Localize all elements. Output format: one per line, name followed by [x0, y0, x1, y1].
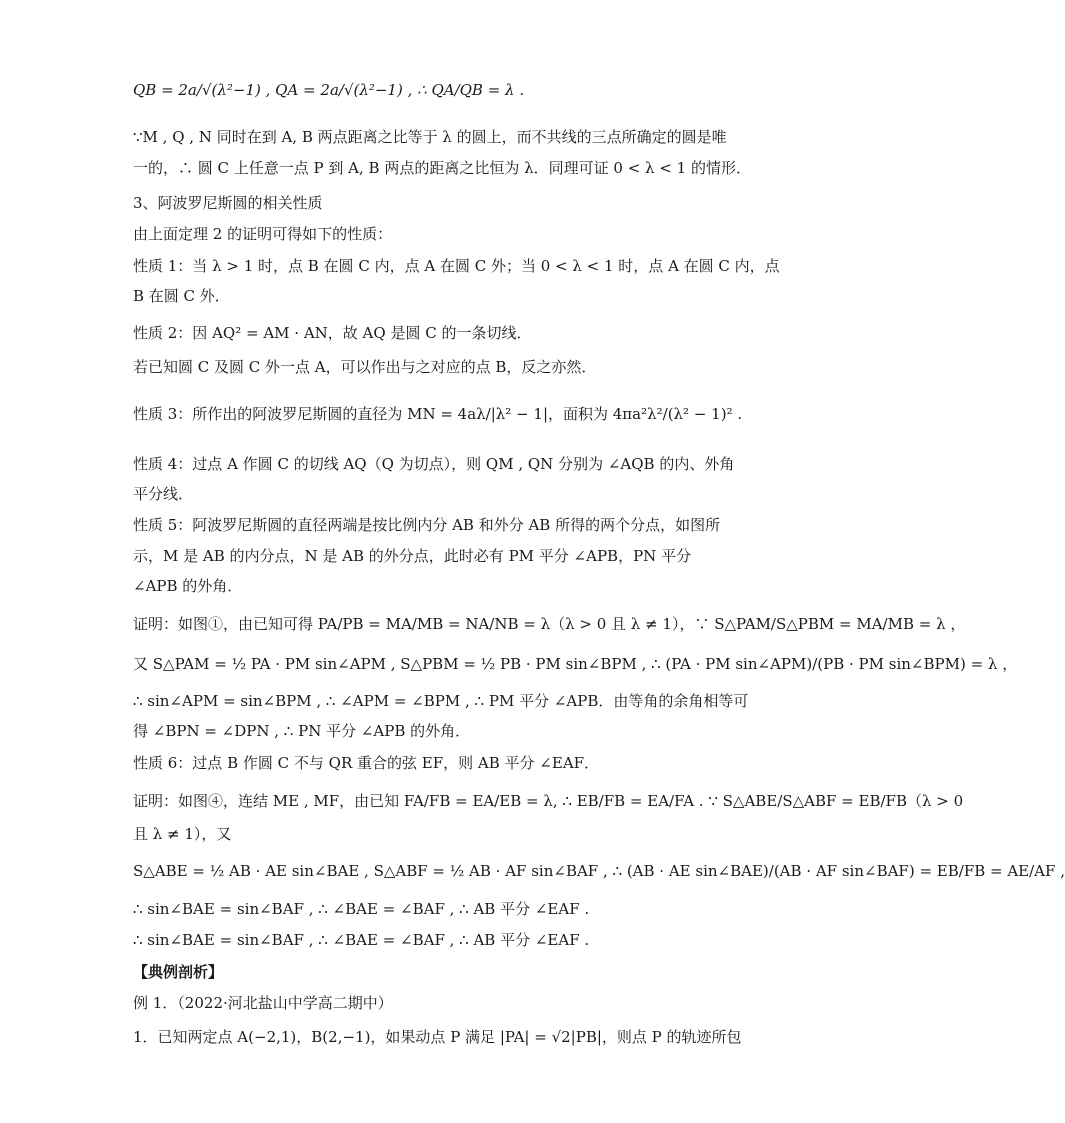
- property-5-line-3: ∠APB 的外角．: [133, 577, 243, 595]
- proof-6-line-4: ∴ sin∠BAE = sin∠BAF , ∴ ∠BAE = ∠BAF , ∴ AB 平分 ∠EAF .: [133, 900, 590, 918]
- property-2: 性质 2：因 AQ² = AM · AN，故 AQ 是圆 C 的一条切线．: [133, 324, 532, 342]
- property-4-line-1: 性质 4：过点 A 作圆 C 的切线 AQ（Q 为切点），则 QM , QN 分别为 ∠AQB 的内、外角: [133, 455, 735, 473]
- property-1-line-1: 性质 1：当 λ > 1 时，点 B 在圆 C 内，点 A 在圆 C 外；当 0 < λ < 1 时，点 A 在圆 C 内，点: [133, 257, 780, 275]
- text-line-5: 由上面定理 2 的证明可得如下的性质：: [133, 225, 393, 243]
- example-1-question: 1．已知两定点 A(−2,1)，B(2,−1)，如果动点 P 满足 |PA| = √2|PB|，则点 P 的轨迹所包: [133, 1028, 742, 1046]
- text-line-9: 若已知圆 C 及圆 C 外一点 A，可以作出与之对应的点 B，反之亦然．: [133, 358, 597, 376]
- example-1-source: 例 1．（2022·河北盐山中学高二期中）: [133, 994, 393, 1012]
- proof-6-line-1: 证明：如图④，连结 ME , MF，由已知 FA/FB = EA/EB = λ, ∴ EB/FB = EA/FA . ∵ S△ABE/S△ABF = EB/FB（λ > 0: [133, 792, 964, 810]
- proof-5-line-4: 得 ∠BPN = ∠DPN , ∴ PN 平分 ∠APB 的外角．: [133, 722, 471, 740]
- proof-5-line-1: 证明：如图①，由已知可得 PA/PB = MA/MB = NA/NB = λ（λ > 0 且 λ ≠ 1），∵ S△PAM/S△PBM = MA/MB = λ ，: [133, 615, 966, 633]
- section-heading: 3、阿波罗尼斯圆的相关性质: [133, 194, 323, 212]
- property-5-line-1: 性质 5：阿波罗尼斯圆的直径两端是按比例内分 AB 和外分 AB 所得的两个分点，如图所: [133, 516, 721, 534]
- proof-5-line-3: ∴ sin∠APM = sin∠BPM , ∴ ∠APM = ∠BPM , ∴ PM 平分 ∠APB．由等角的余角相等可: [133, 692, 749, 710]
- property-6: 性质 6：过点 B 作圆 C 不与 QR 重合的弦 EF，则 AB 平分 ∠EAF．: [133, 754, 600, 772]
- text-line-1: QB = 2a/√(λ²−1) , QA = 2a/√(λ²−1) , ∴ QA/QB = λ .: [133, 81, 525, 99]
- property-5-line-2: 示，M 是 AB 的内分点，N 是 AB 的外分点，此时必有 PM 平分 ∠APB，PN 平分: [133, 547, 692, 565]
- proof-5-line-2: 又 S△PAM = ½ PA · PM sin∠APM , S△PBM = ½ PB · PM sin∠BPM , ∴ (PA · PM sin∠APM)/(PB · PM sin∠BPM) = λ ，: [133, 655, 1018, 673]
- text-line-2: ∵M , Q , N 同时在到 A, B 两点距离之比等于 λ 的圆上，而不共线的三点所确定的圆是唯: [133, 128, 727, 146]
- proof-6-line-2: 且 λ ≠ 1），又: [133, 825, 232, 843]
- example-heading: 【典例剖析】: [133, 963, 224, 981]
- property-1-line-2: B 在圆 C 外．: [133, 287, 230, 305]
- text-line-3: 一的，∴ 圆 C 上任意一点 P 到 A, B 两点的距离之比恒为 λ．同理可证 0 < λ < 1 的情形．: [133, 159, 751, 177]
- property-4-line-2: 平分线．: [133, 485, 194, 503]
- proof-6-line-3: S△ABE = ½ AB · AE sin∠BAE , S△ABF = ½ AB · AF sin∠BAF , ∴ (AB · AE sin∠BAE)/(AB · AF sin∠BAF) = EB/FB = AE/AF ,: [133, 862, 1065, 880]
- proof-6-line-5: ∴ sin∠BAE = sin∠BAF , ∴ ∠BAE = ∠BAF , ∴ AB 平分 ∠EAF .: [133, 931, 590, 949]
- property-3: 性质 3：所作出的阿波罗尼斯圆的直径为 MN = 4aλ/|λ² − 1|，面积为 4πa²λ²/(λ² − 1)² .: [133, 405, 743, 423]
